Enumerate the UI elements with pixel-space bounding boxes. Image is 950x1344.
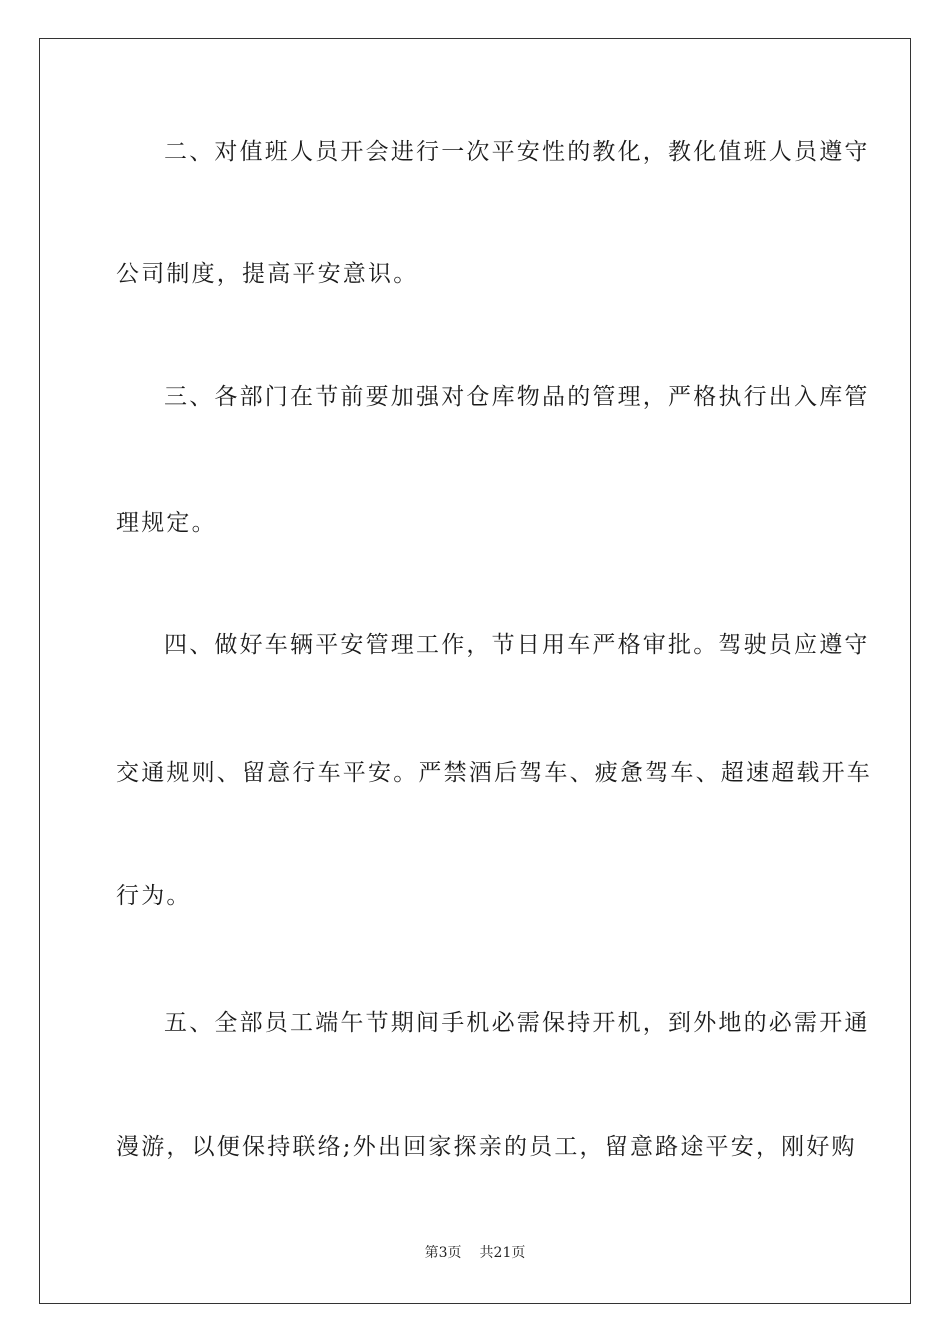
paragraph-line: 三、各部门在节前要加强对仓库物品的管理，严格执行出入库管 — [164, 384, 870, 410]
paragraph-line: 漫游，以便保持联络;外出回家探亲的员工，留意路途平安，刚好购 — [116, 1134, 857, 1160]
paragraph-line: 理规定。 — [116, 510, 217, 536]
paragraph-line: 四、做好车辆平安管理工作，节日用车严格审批。驾驶员应遵守 — [164, 632, 870, 658]
paragraph-line: 交通规则、留意行车平安。严禁酒后驾车、疲惫驾车、超速超载开车 — [116, 760, 872, 786]
page-total: 共21页 — [479, 1245, 526, 1261]
paragraph-line: 二、对值班人员开会进行一次平安性的教化，教化值班人员遵守 — [164, 139, 870, 165]
paragraph-line: 公司制度，提高平安意识。 — [116, 261, 419, 287]
paragraph-line: 五、全部员工端午节期间手机必需保持开机，到外地的必需开通 — [164, 1010, 870, 1036]
page-number: 第3页 — [424, 1245, 462, 1261]
paragraph-line: 行为。 — [116, 883, 192, 909]
page-footer — [0, 1244, 950, 1262]
page-border — [39, 38, 911, 1304]
